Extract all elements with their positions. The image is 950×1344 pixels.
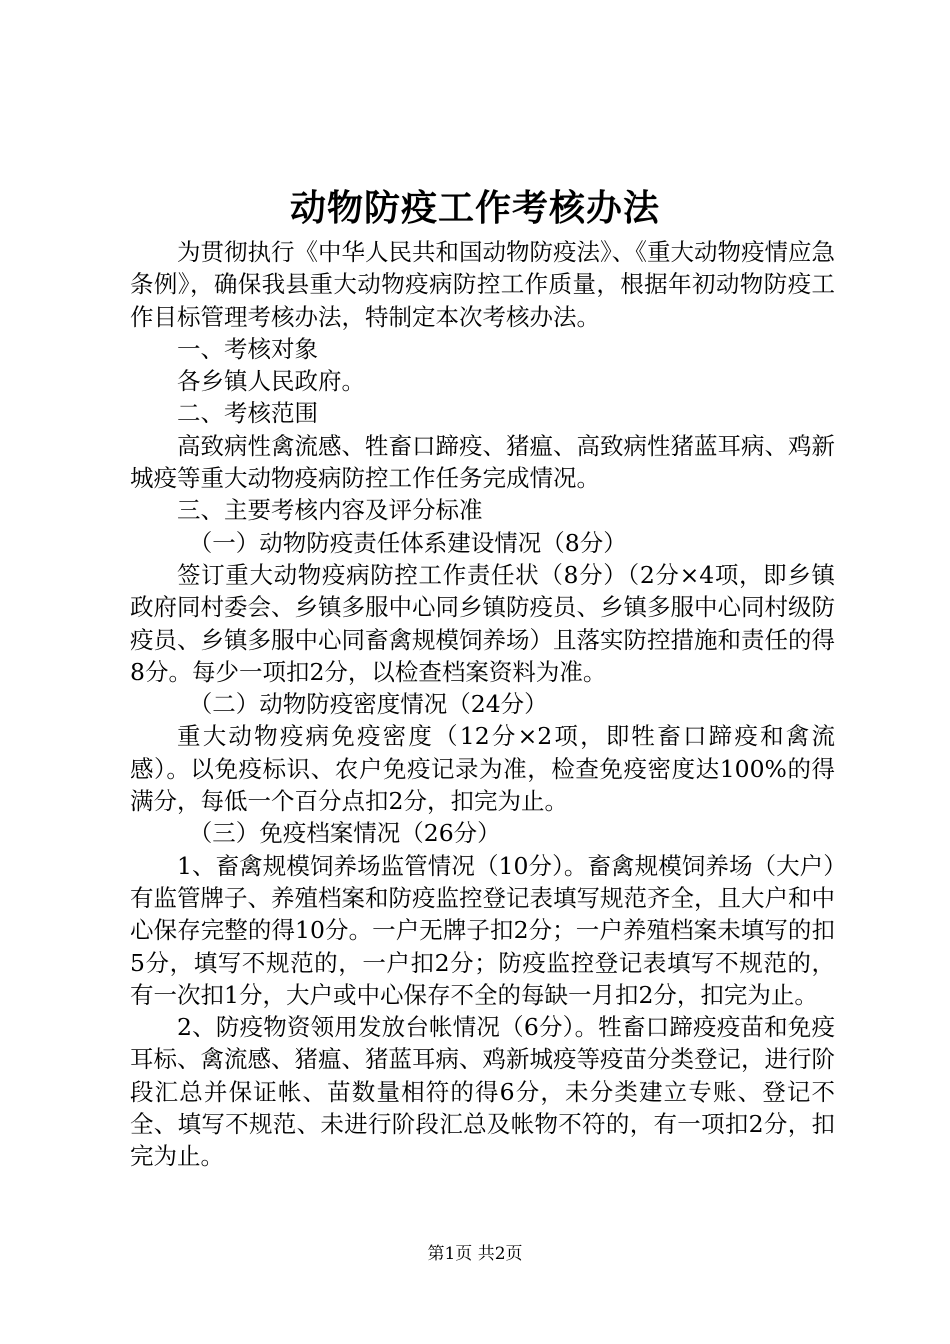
subsection-heading: （三）免疫档案情况（26分）	[188, 819, 501, 848]
paragraph: 1、畜禽规模饲养场监管情况（10分）。畜禽规模饲养场（大户）有监管牌子、养殖档案和防疫监控登记表填写规范齐全，且大户和中心保存完整的得10分。一户无牌子扣2分；一户养殖档案未填写的扣5分，填写不规范的，一户扣2分；防疫监控登记表填写不规范的，有一次扣1分，大户或中心保存不全的每缺一月扣2分，扣完为止。	[130, 851, 835, 1009]
page-number: 第1页 共2页	[427, 1244, 523, 1264]
paragraph: 2、防疫物资领用发放台帐情况（6分）。牲畜口蹄疫疫苗和免疫耳标、禽流感、猪瘟、猪蓝耳病、鸡新城疫等疫苗分类登记，进行阶段汇总并保证帐、苗数量相符的得6分，未分类建立专账、登记不全、填写不规范、未进行阶段汇总及帐物不符的，有一项扣2分，扣完为止。	[130, 1013, 835, 1171]
subsection-heading: （一）动物防疫责任体系建设情况（8分）	[188, 528, 627, 557]
paragraph: 签订重大动物疫病防控工作责任状（8分）（2分×4项，即乡镇政府同村委会、乡镇多服中心同乡镇防疫员、乡镇多服中心同村级防疫员、乡镇多服中心同畜禽规模饲养场）且落实防控措施和责任的得8分。每少一项扣2分，以检查档案资料为准。	[130, 560, 835, 686]
subsection-heading: （二）动物防疫密度情况（24分）	[188, 690, 548, 719]
document-body	[130, 236, 835, 1173]
paragraph: 各乡镇人民政府。	[177, 367, 365, 396]
section-heading: 二、考核范围	[177, 399, 318, 428]
section-heading: 一、考核对象	[177, 334, 318, 363]
paragraph: 重大动物疫病免疫密度（12分×2项，即牲畜口蹄疫和禽流感）。以免疫标识、农户免疫记录为准，检查免疫密度达100%的得满分，每低一个百分点扣2分，扣完为止。	[130, 722, 835, 816]
paragraph: 高致病性禽流感、牲畜口蹄疫、猪瘟、高致病性猪蓝耳病、鸡新城疫等重大动物疫病防控工作任务完成情况。	[130, 431, 835, 493]
intro-paragraph: 为贯彻执行《中华人民共和国动物防疫法》、《重大动物疫情应急条例》，确保我县重大动物疫病防控工作质量，根据年初动物防疫工作目标管理考核办法，特制定本次考核办法。	[130, 238, 835, 331]
section-heading: 三、主要考核内容及评分标准	[177, 496, 483, 525]
document-title: 动物防疫工作考核办法	[289, 187, 660, 229]
